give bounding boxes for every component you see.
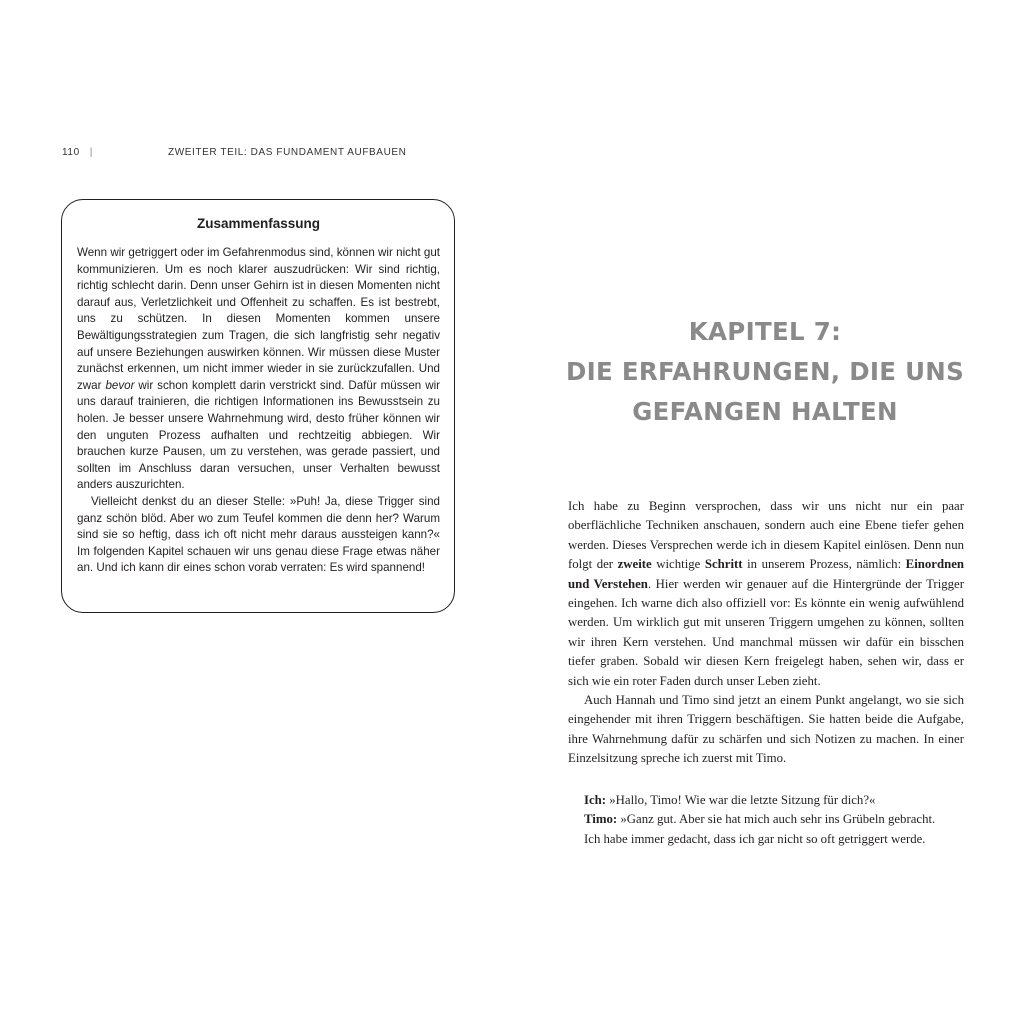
running-header <box>62 147 407 158</box>
summary-text: Wenn wir getriggert oder im Gefahrenmodus sind, können wir nicht gut kommunizieren. Um es noch klarer auszudrücken: Wir sind richtig, richtig schlecht darin. Denn unser Gehirn ist in diesen Momenten nicht darauf aus, Verletzlichkeit und Offenheit zu schaffen. Es ist bestrebt, uns zu schützen. In diesen Momenten kommen unsere Bewältigungsstrategien zum Tragen, die sich langfristig sehr negativ auf unsere Beziehungen auswirken können. Wir müssen diese Muster zunächst erkennen, um nicht immer wieder in sie zurückzufallen. Und zwar <box>77 246 440 392</box>
dialogue <box>584 791 964 849</box>
body-text-span: wichtige <box>651 557 705 572</box>
dialogue-text: »Ganz gut. Aber sie hat mich auch sehr ins Grübeln gebracht. <box>617 812 936 827</box>
body-paragraph-1 <box>568 497 964 691</box>
body-text-span: Ich habe zu Beginn versprochen, dass wir uns nicht nur ein paar oberflächliche Techniken anschauen, sondern auch eine Ebene tiefer gehen werden. Dieses Versprechen werde ich in diesem Kapitel einlösen. Denn nun folgt der <box>568 499 964 572</box>
summary-paragraph-2: Vielleicht denkst du an dieser Stelle: »Puh! Ja, diese Trigger sind ganz schön blöd. Aber wo zum Teufel kommen die denn her? Warum sind sie so heftig, dass ich oft nicht mehr daraus aussteigen kann?« Im folgenden Kapitel schauen wir uns genau diese Frage etwas näher an. Und ich kann dir eines schon vorab verraten: Es wird spannend! <box>77 494 440 575</box>
chapter-title-line-2: GEFANGEN HALTEN <box>632 397 898 426</box>
body-text-span: . Hier werden wir genauer auf die Hintergründe der Trigger eingehen. Ich warne dich also offiziell vor: Es könnte ein wenig aufwühlend werden. Um wirklich gut mit unseren Triggern umgehen zu können, sollten wir ihren Kern verstehen. Und manchmal müssen wir dafür ein bisschen tiefer graben. Sobald wir diesen Kern freigelegt haben, sehen wir, dass er sich wie ein roter Faden durch unser Leben zieht. <box>568 576 964 688</box>
dialogue-line <box>584 830 964 849</box>
dialogue-speaker: Ich: <box>584 793 607 807</box>
chapter-title-line-1: DIE ERFAHRUNGEN, DIE UNS <box>565 357 965 386</box>
body-text-span: in unserem Prozess, nämlich: <box>742 557 906 572</box>
dialogue-text: »Hallo, Timo! Wie war die letzte Sitzung für dich?« <box>606 793 876 807</box>
dialogue-line <box>584 791 964 810</box>
dialogue-text: Ich habe immer gedacht, dass ich gar nicht so oft getriggert werde. <box>584 831 926 846</box>
chapter-heading <box>560 312 970 432</box>
summary-box <box>61 199 455 613</box>
body-bold: Einordnen und Verstehen <box>568 557 964 591</box>
summary-emphasis: bevor <box>105 378 135 392</box>
running-title: ZWEITER TEIL: DAS FUNDAMENT AUFBAUEN <box>168 147 407 158</box>
dialogue-line <box>584 810 964 829</box>
chapter-number: KAPITEL 7: <box>688 317 842 346</box>
header-separator: | <box>89 147 93 158</box>
summary-title: Zusammenfassung <box>196 216 321 231</box>
summary-text: wir schon komplett darin verstrickt sind. Dafür müssen wir uns darauf trainieren, die richtigen Informationen ins Bewusstsein zu holen. Je besser unsere Wahrnehmung wird, desto früher können wir den unguten Prozess aufhalten und rechtzeitig abbiegen. Wir brauchen kurze Pausen, um zu verstehen, was gerade passiert, und sollten im Anschluss daran versuchen, unser Verhalten bewusst anders auszurichten. <box>77 378 441 492</box>
body-paragraph-2: Auch Hannah und Timo sind jetzt an einem Punkt angelangt, wo sie sich eingehender mit ihren Triggern beschäftigen. Sie hatten beide die Aufgabe, ihre Wahrnehmung dafür zu schärfen und sich Notizen zu machen. In einer Einzelsitzung spreche ich zuerst mit Timo. <box>568 693 964 766</box>
page-number: 110 <box>62 147 80 158</box>
dialogue-speaker: Timo: <box>584 812 618 827</box>
body-text <box>568 497 964 769</box>
body-bold: zweite <box>617 557 652 572</box>
body-bold: Schritt <box>704 557 743 572</box>
summary-paragraph-1 <box>77 245 440 494</box>
